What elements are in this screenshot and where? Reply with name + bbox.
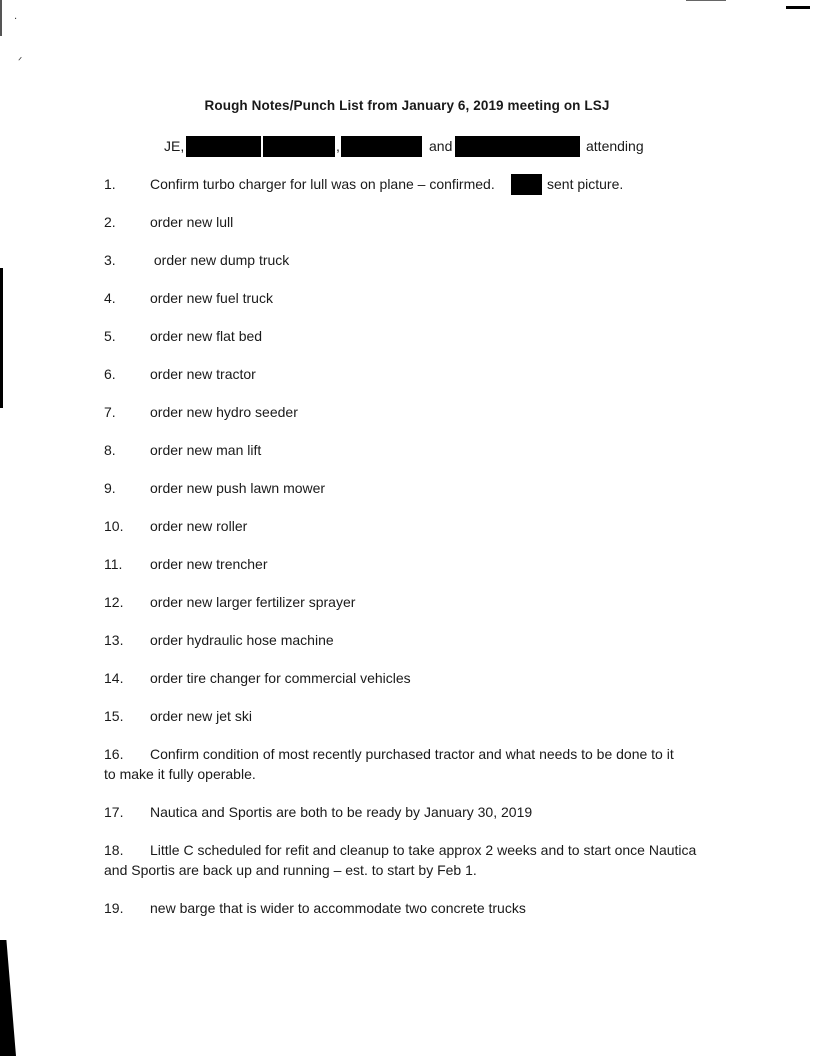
list-item	[104, 441, 744, 460]
list-item-text: order new flat bed	[150, 328, 263, 344]
list-item-number: 16.	[104, 746, 124, 762]
scan-speck: ·	[14, 14, 18, 25]
list-item-text: order new hydro seeder	[150, 404, 298, 420]
list-item-number: 17.	[104, 804, 124, 820]
list-item	[104, 707, 744, 726]
list-item-text: new barge that is wider to accommodate two concrete trucks	[150, 900, 526, 916]
list-item-number: 13.	[104, 632, 124, 648]
list-item-number: 18.	[104, 842, 124, 858]
list-item-text: Confirm turbo charger for lull was on plane – confirmed.	[150, 176, 495, 192]
attendance-and: and	[429, 138, 453, 154]
list-item	[104, 327, 744, 346]
scan-edge-mark-left-top	[0, 0, 2, 36]
list-item-number: 1.	[104, 176, 116, 192]
scan-edge-mark-top-right	[786, 6, 810, 9]
list-item-text: order new man lift	[150, 442, 262, 458]
list-item-text: order new dump truck	[150, 252, 290, 268]
list-item	[104, 899, 744, 918]
list-item-number: 2.	[104, 214, 116, 230]
list-item-number: 14.	[104, 670, 124, 686]
list-item-number: 11.	[104, 556, 123, 572]
list-item-text: Little C scheduled for refit and cleanup to take approx 2 weeks and to start once Nautica	[150, 842, 697, 858]
list-item-continuation	[104, 861, 744, 880]
list-item-text: to make it fully operable.	[104, 766, 256, 782]
scan-edge-mark-left-middle	[0, 268, 3, 408]
list-item-text: order new trencher	[150, 556, 268, 572]
list-item-text: sent picture.	[547, 176, 624, 192]
list-item-number: 4.	[104, 290, 116, 306]
list-item	[104, 631, 744, 650]
list-item	[104, 593, 744, 612]
list-item	[104, 555, 744, 574]
list-item-text: order new roller	[150, 518, 248, 534]
list-item-number: 12.	[104, 594, 124, 610]
list-item-number: 8.	[104, 442, 116, 458]
list-item	[104, 745, 744, 764]
redaction-block	[511, 174, 542, 195]
scan-edge-mark-left-bottom	[0, 940, 16, 1056]
list-item-number: 9.	[104, 480, 116, 496]
list-item-text: Nautica and Sportis are both to be ready by January 30, 2019	[150, 804, 533, 820]
list-item	[104, 213, 744, 232]
list-item-number: 6.	[104, 366, 116, 382]
list-item-text: order new jet ski	[150, 708, 252, 724]
redaction-block	[263, 136, 335, 157]
list-item-text: order new push lawn mower	[150, 480, 326, 496]
list-item-number: 5.	[104, 328, 116, 344]
list-item	[104, 289, 744, 308]
redaction-block	[341, 136, 422, 157]
list-item-text: order new larger fertilizer sprayer	[150, 594, 356, 610]
list-item-number: 3.	[104, 252, 116, 268]
list-item-continuation	[547, 175, 747, 194]
list-item-text: order new lull	[150, 214, 234, 230]
list-item	[104, 403, 744, 422]
list-item	[104, 365, 744, 384]
list-item	[104, 517, 744, 536]
list-item-text: Confirm condition of most recently purchased tractor and what needs to be done to it	[150, 746, 674, 762]
list-item-number: 10.	[104, 518, 124, 534]
attendance-suffix: attending	[586, 138, 644, 154]
list-item	[104, 803, 744, 822]
list-item	[104, 841, 744, 860]
redaction-block	[455, 136, 580, 157]
list-item-number: 19.	[104, 900, 124, 916]
document-title: Rough Notes/Punch List from January 6, 2019 meeting on LSJ	[204, 98, 610, 113]
list-item	[104, 669, 744, 688]
list-item-number: 7.	[104, 404, 116, 420]
redaction-block	[186, 136, 261, 157]
list-item-text: order new tractor	[150, 366, 256, 382]
list-item-text: order tire changer for commercial vehicles	[150, 670, 411, 686]
attendance-prefix: JE,	[164, 138, 185, 154]
list-item-continuation	[104, 765, 744, 784]
list-item-text: and Sportis are back up and running – est. to start by Feb 1.	[104, 862, 477, 878]
list-item	[104, 479, 744, 498]
attendance-comma: ,	[336, 138, 340, 154]
list-item	[104, 251, 744, 270]
list-item-text: order hydraulic hose machine	[150, 632, 334, 648]
list-item-text: order new fuel truck	[150, 290, 273, 306]
scan-edge-mark-top	[686, 0, 726, 1]
scan-speck: ᐟ	[18, 56, 23, 67]
list-item-number: 15.	[104, 708, 124, 724]
